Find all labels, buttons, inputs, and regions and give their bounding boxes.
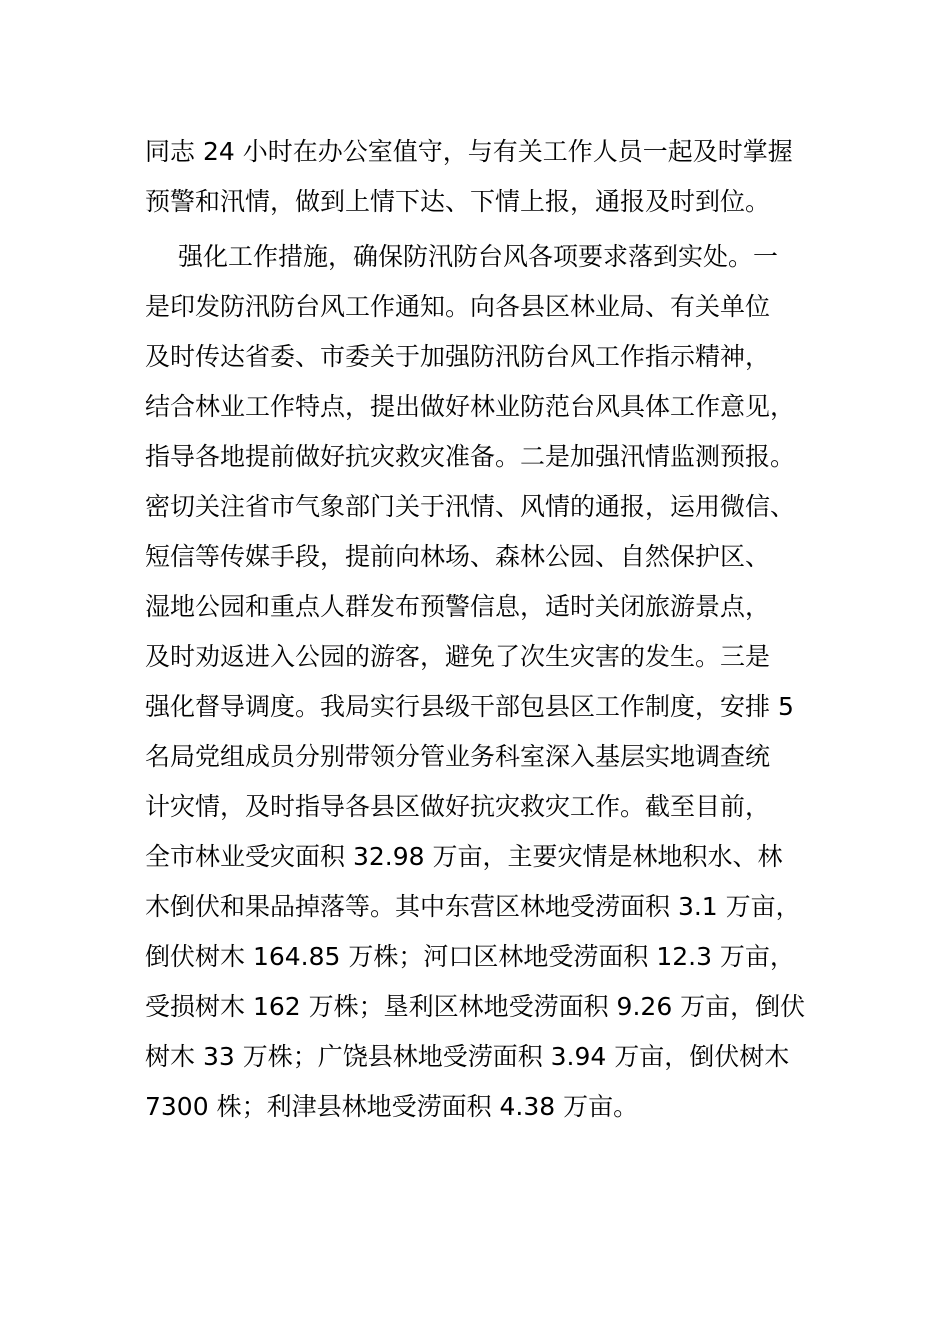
- text-line: 及时传达省委、市委关于加强防汛防台风工作指示精神，: [145, 342, 771, 371]
- text-line: 湿地公园和重点人群发布预警信息，适时关闭旅游景点，: [145, 592, 771, 621]
- body-text: [145, 126, 815, 1132]
- text-line: 全市林业受灾面积 32.98 万亩，主要灾情是林地积水、林: [145, 842, 783, 871]
- paragraph-duty: [145, 126, 815, 227]
- text-line: 及时劝返进入公园的游客，避免了次生灾害的发生。三是: [145, 642, 771, 671]
- text-line: 木倒伏和果品掉落等。其中东营区林地受涝面积 3.1 万亩，: [145, 892, 801, 921]
- paragraph-measures: [145, 232, 815, 1132]
- text-line: 受损树木 162 万株；垦利区林地受涝面积 9.26 万亩，倒伏: [145, 992, 806, 1021]
- text-line: 同志 24 小时在办公室值守，与有关工作人员一起及时掌握: [145, 137, 793, 166]
- text-line: 倒伏树木 164.85 万株；河口区林地受涝面积 12.3 万亩，: [145, 942, 795, 971]
- text-line: 是印发防汛防台风工作通知。向各县区林业局、有关单位: [145, 292, 771, 321]
- text-line: 强化工作措施，确保防汛防台风各项要求落到实处。一: [178, 242, 779, 271]
- text-line: 7300 株；利津县林地受涝面积 4.38 万亩。: [145, 1092, 639, 1121]
- text-line: 指导各地提前做好抗灾救灾准备。二是加强汛情监测预报。: [145, 442, 796, 471]
- text-line: 结合林业工作特点，提出做好林业防范台风具体工作意见，: [145, 392, 796, 421]
- text-line: 短信等传媒手段，提前向林场、森林公园、自然保护区、: [145, 542, 771, 571]
- text-line: 强化督导调度。我局实行县级干部包县区工作制度，安排 5: [145, 692, 794, 721]
- text-line: 密切关注省市气象部门关于汛情、风情的通报，运用微信、: [145, 492, 796, 521]
- text-line: 树木 33 万株；广饶县林地受涝面积 3.94 万亩，倒伏树木: [145, 1042, 790, 1071]
- text-line: 预警和汛情，做到上情下达、下情上报，通报及时到位。: [145, 187, 771, 216]
- text-line: 计灾情，及时指导各县区做好抗灾救灾工作。截至目前，: [145, 792, 771, 821]
- text-line: 名局党组成员分别带领分管业务科室深入基层实地调查统: [145, 742, 771, 771]
